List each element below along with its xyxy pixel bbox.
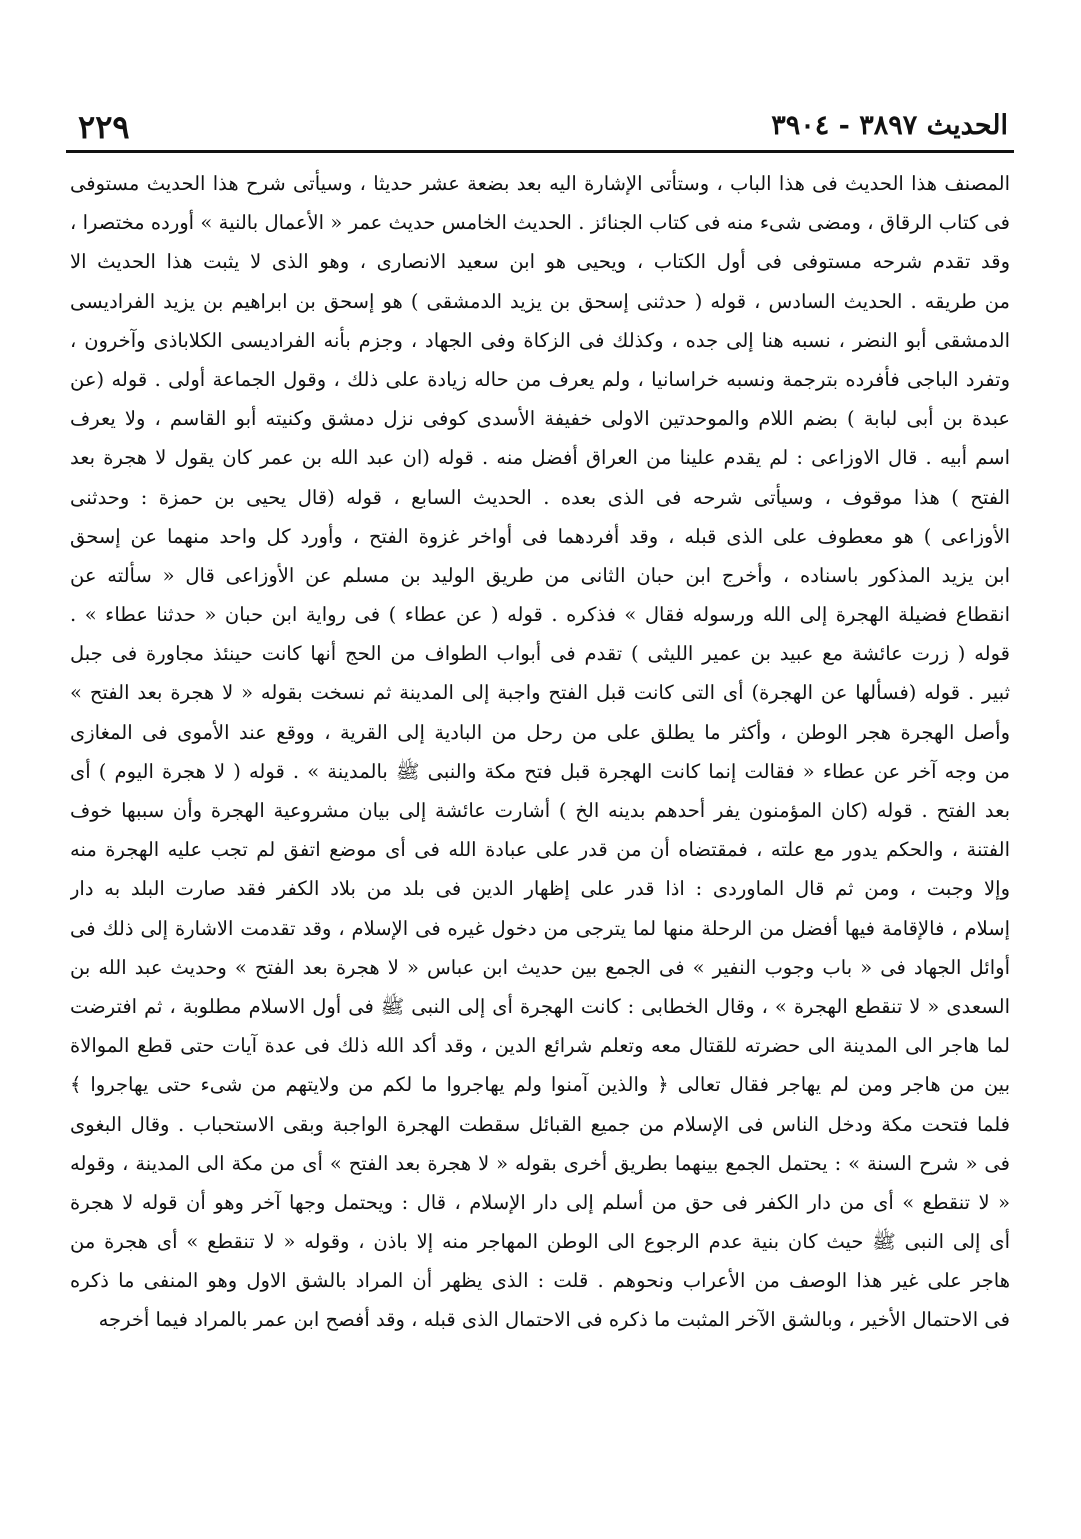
text-line-22: السعدى « لا تنقطع الهجرة » ، وقال الخطابى : كانت الهجرة أى إلى النبى ﷺ فى أول الاسلام مطلوبة ، ثم افترضت — [70, 994, 1010, 1018]
text-line-25: فلما فتحت مكة ودخل الناس فى الإسلام من جميع القبائل سقطت الهجرة الواجبة وبقى الاستحباب . وقال البغوى — [70, 1112, 1010, 1136]
page-header — [78, 108, 1008, 152]
text-line-8: اسم أبيه . قال الاوزاعى : لم يقدم علينا من العراق أفضل منه . قوله (ان عبد الله بن عمر كان يقول لا هجرة بعد — [70, 446, 1010, 470]
text-line-30: فى الاحتمال الأخير ، وبالشق الآخر المثبت ما ذكره فى الاحتمال الذى قبله ، وقد أفصح ابن عمر بالمراد فيما أخرجه — [98, 1308, 1010, 1332]
text-line-6: وتفرد الباجى فأفرده بترجمة ونسبه خراسانيا ، ولم يعرف من حاله زيادة على ذلك ، وقول الجماعة أولى . قوله (عن — [70, 367, 1010, 391]
text-line-20: إسلام ، فالإقامة فيها أفضل من الرحلة منها لما يترجى من دخول غيره فى الإسلام ، وقد تقدمت الاشارة إلى ذلك فى — [70, 916, 1010, 940]
text-line-15: وأصل الهجرة هجر الوطن ، وأكثر ما يطلق على من رحل من البادية إلى القرية ، ووقع عند الأموى فى المغازى — [70, 720, 1010, 744]
text-line-23: لما هاجر الى المدينة الى حضرته للقتال معه وتعلم شرائع الدين ، وقد أكد الله ذلك فى عدة آيات حتى قطع الموالاة — [70, 1034, 1010, 1058]
text-line-29: هاجر على غير هذا الوصف من الأعراب ونحوهم . قلت : الذى يظهر أن المراد بالشق الاول وهو المنفى ما ذكره — [70, 1269, 1010, 1293]
text-line-24: بين من هاجر ومن لم يهاجر فقال تعالى ﴿ والذين آمنوا ولم يهاجروا ما لكم من ولايتهم من شىء حتى يهاجروا ﴾ — [70, 1073, 1010, 1097]
body-text — [70, 164, 1010, 1340]
text-line-19: وإلا وجبت ، ومن ثم قال الماوردى : اذا قدر على إظهار الدين فى بلد من بلاد الكفر فقد صارت البلد به دار — [70, 877, 1010, 901]
text-line-7: عبدة بن أبى لبابة ) بضم اللام والموحدتين الاولى خفيفة الأسدى كوفى نزل دمشق وكنيته أبو القاسم ، ولا يعرف — [70, 407, 1010, 431]
text-line-4: من طريقه . الحديث السادس ، قوله ( حدثنى إسحق بن يزيد الدمشقى ) هو إسحق بن ابراهيم بن يزيد الفراديسى — [70, 289, 1010, 313]
text-line-17: بعد الفتح . قوله (كان المؤمنون يفر أحدهم بدينه الخ ) أشارت عائشة إلى بيان مشروعية الهجرة وأن سببها خوف — [70, 799, 1010, 822]
running-header-title: الحديث ٣٨٩٧ - ٣٩٠٤ — [771, 110, 1008, 141]
text-line-27: « لا تنقطع » أى من دار الكفر فى حق من أسلم إلى دار الإسلام ، قال : ويحتمل وجها آخر وهو أن قوله لا هجرة — [70, 1190, 1010, 1214]
text-line-14: ثبير . قوله (فسألها عن الهجرة) أى التى كانت قبل الفتح واجبة إلى المدينة ثم نسخت بقوله « لا هجرة بعد الفتح » — [70, 681, 1010, 705]
text-line-5: الدمشقى أبو النضر ، نسبه هنا إلى جده ، وكذلك فى الزكاة وفى الجهاد ، وجزم بأنه الفراديسى الكلاباذى وآخرون ، — [70, 328, 1010, 352]
text-line-16: من وجه آخر عن عطاء « فقالت إنما كانت الهجرة قبل فتح مكة والنبى ﷺ بالمدينة » . قوله ( لا هجرة اليوم ) أى — [70, 759, 1010, 783]
text-line-13: قوله ( زرت عائشة مع عبيد بن عمير الليثى ) تقدم فى أبواب الطواف من الحج أنها كانت حينئذ مجاورة فى جبل — [70, 642, 1010, 666]
text-line-10: الأوزاعى ) هو معطوف على الذى قبله ، وقد أفردهما فى أواخر غزوة الفتح ، وأورد كل واحد منهما عن إسحق — [70, 524, 1010, 548]
text-line-3: وقد تقدم شرحه مستوفى فى أول الكتاب ، ويحيى هو ابن سعيد الانصارى ، وهو الذى لا يثبت هذا الحديث الا — [70, 250, 1010, 274]
text-line-9: الفتح ) هذا موقوف ، وسيأتى شرحه فى الذى بعده . الحديث السابع ، قوله (قال يحيى بن حمزة : وحدثنى — [70, 485, 1010, 509]
text-line-21: أوائل الجهاد فى « باب وجوب النفير » فى الجمع بين حديث ابن عباس « لا هجرة بعد الفتح » وحديث عبد الله بن — [70, 955, 1010, 979]
page-number: ٢٢٩ — [78, 108, 130, 146]
text-line-11: ابن يزيد المذكور باسناده ، وأخرج ابن حبان الثانى من طريق الوليد بن مسلم عن الأوزاعى قال « سألته عن — [70, 563, 1010, 587]
text-line-18: الفتنة ، والحكم يدور مع علته ، فمقتضاه أن من قدر على عبادة الله فى أى موضع اتفق لم تجب عليه الهجرة منه — [70, 838, 1010, 862]
text-line-2: فى كتاب الرقاق ، ومضى شىء منه فى كتاب الجنائز . الحديث الخامس حديث عمر « الأعمال بالنية » أورده مختصرا ، — [70, 211, 1010, 235]
text-line-28: أى إلى النبى ﷺ حيث كان بنية عدم الرجوع الى الوطن المهاجر منه إلا باذن ، وقوله « لا تنقطع » أى هجرة من — [70, 1230, 1010, 1254]
text-line-1: المصنف هذا الحديث فى هذا الباب ، وستأتى الإشارة اليه بعد بضعة عشر حديثا ، وسيأتى شرح هذا الحديث مستوفى — [70, 172, 1010, 195]
text-line-12: انقطاع فضيلة الهجرة إلى الله ورسوله فقال » فذكره . قوله ( عن عطاء ) فى رواية ابن حبان « حدثنا عطاء » . — [70, 603, 1010, 627]
text-line-26: فى « شرح السنة » : يحتمل الجمع بينهما بطريق أخرى بقوله « لا هجرة بعد الفتح » أى من مكة الى المدينة ، وقوله — [70, 1151, 1010, 1175]
header-divider — [66, 150, 1014, 153]
